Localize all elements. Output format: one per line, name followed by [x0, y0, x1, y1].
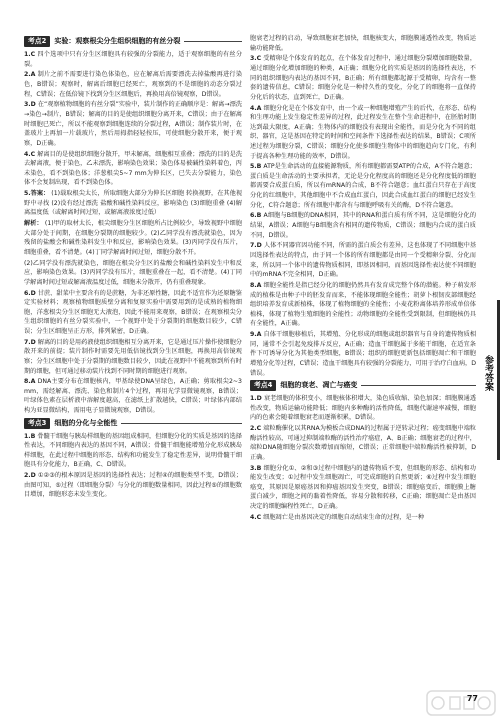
answer-number: 8.A — [24, 378, 36, 386]
answer-paragraph — [250, 281, 476, 329]
answer-text: 端粒酶催化以其RNA为模板合成DNA的过程属于逆转录过程；癌变细胞中端粒酶活性较高，可通过抑制端粒酶的活性治疗癌症，A、B正确；细胞衰老的过程中，端粒DNA随细胞分裂次数增加而缩短，C错误；正常细胞中端粒酶活性被抑制，D正确。 — [250, 425, 476, 461]
answer-number: 2.D — [24, 472, 36, 480]
answer-text: 甘蔗、甜菜中主要含有的是蔗糖，为非还原性糖，因此不适宜作为还原糖鉴定实验材料；观察植物细胞质壁分离和复原实验中需要用到的是成熟的植物细胞，洋葱根尖分生区细胞无大液泡，因此不能用来观察，B错误；在观察根尖分生组织细胞的有丝分裂实验中，一个视野中处于分裂期的细胞数目较少，C错误；分生区细胞呈正方形，排列紧密，D正确。 — [24, 289, 242, 335]
answer-paragraph — [24, 432, 242, 470]
answer-number: 9.A — [250, 331, 262, 339]
section-header — [24, 36, 242, 47]
answer-paragraph — [250, 513, 476, 523]
answer-paragraph — [24, 338, 242, 376]
answer-text: 骨髓干细胞与胰岛样细胞的基因组成相同，但细胞分化的实质是基因的选择性表达，不同细胞内表达的基因不同，A错误；骨髓干细胞能增殖分化形成胰岛样细胞，在此过程中细胞的形态、结构和功能发生了稳定性差异，说明骨髓干细胞具有分化能力，B正确，C、D错误。 — [24, 432, 242, 469]
page-number: 77 — [466, 694, 478, 703]
section-header — [250, 380, 476, 391]
answer-text: 衰老细胞的体积变小，细胞核体积增大，染色质收缩、染色加深；细胞膜通透性改变，物质运输功能降低；细胞内多种酶的活性降低，细胞代谢速率减慢，细胞内的色素会随着细胞衰老而逐渐积累，D错误。 — [250, 395, 476, 422]
answer-text: 自体干细胞移植后，其增殖、分化形成的细胞或组织器官与自身的遗传物质相同，通常不会引起免疫排斥反应，A正确；造血干细胞属于多能干细胞，在适宜条件下可诱导分化为其他类型细胞，B错误；组织的细胞更新包括细胞凋亡和干细胞增殖分化等过程，C错误；造血干细胞具有较强的分裂能力，可用于治疗白血病，D错误。 — [250, 331, 476, 377]
answer-number: 1.D — [250, 395, 262, 403]
answer-number: 3.B — [250, 464, 262, 472]
answer-paragraph — [250, 162, 476, 210]
answer-text: 解离的目的是用药液使组织细胞相互分离开来，它是通过压片操作使细胞分散开来的前提；装片制作时需要先用低倍镜找到分生区细胞，再换用高倍镜观察；分生区细胞中处于分裂期的细胞数目较少，因此在视野中不能观察到所有时期的细胞，但可通过移动装片找到不同时期的细胞进行观察。 — [24, 338, 242, 375]
section-rule — [361, 385, 476, 386]
answer-text: (1)载取根尖太长，所取细胞大部分为伸长区细胞 转换视野，在其他视野中寻找 (2)没有经过漂洗 盐酸和碱性染料反应，影响染色 (3)细胞重叠 (4)解离温度低（或解离时间过短，或解离液浓度过低） — [24, 190, 242, 217]
answer-number: 7.D — [250, 242, 262, 250]
answer-text: 人体不同器官因功能不同，所需的蛋白质会有差异，这也体现了不同细胞中基因选择性表达的特点，由于同一个体的所有细胞都是由同一个受精卵分裂、分化而来，所以同一个体中的遗传物质相同，即基因相同，而基因选择性表达使不同细胞中的mRNA不完全相同，D正确。 — [250, 242, 476, 279]
answer-number: 6.D — [24, 289, 36, 297]
answer-number: 3.C — [250, 55, 262, 63]
section-title: 细胞的分化与全能性 — [54, 418, 118, 427]
answer-paragraph — [24, 219, 242, 257]
answer-text: ①②③的根本原因是基因的选择性表达；过程④的细胞类型不变，D错误；由图可知，⑤过程（即细胞分裂）与分化的细胞数量相同，因此过程⑤的细胞数目增加，细胞形态未发生变化。 — [24, 472, 242, 499]
answer-number: 4.C — [250, 513, 262, 521]
answer-text: 在“观察植物细胞的有丝分裂”实验中，装片制作的正确顺序是：解离→漂洗→染色→制片，B错误；解离的目的是使组织细胞分离开来，C错误；由于在解离时细胞已死亡，所以不能观察到细胞连续的分裂过程，A错误；制作装片时，在盖玻片上再加一片载玻片，然后用拇指轻轻按压，可使细胞分散开来，便于观察，D正确。 — [24, 101, 242, 147]
answer-text: 细胞分化①、②和③过程中细胞内的遗传物质不变，但细胞的形态、结构和功能发生改变；①过程中发生细胞凋亡，可完成细胞的自然更新；⑥过程中发生细胞癌变，其原因是原癌基因和抑癌基因发生突变，B错误；细胞癌变后，细胞膜上糖蛋白减少，细胞之间的黏着性降低，容易分散和转移，C正确；细胞凋亡是由基因决定的细胞编程性死亡，D正确。 — [250, 464, 476, 510]
answer-text: 受精卵是个体发育的起点，在个体发育过程中，通过细胞分裂增加细胞数量，通过细胞分化增加细胞的种类，A正确；细胞分化的实质是基因的选择性表达，不同的组织细胞内表达的基因不同，B正确；所有细胞都起源于受精卵，均含有一整套的遗传信息，C错误；细胞分化是一种持久性的变化，分化了的细胞将一直保持分化后的状态，直到死亡，D正确。 — [250, 55, 476, 101]
answer-number: 1.B — [24, 432, 36, 440]
answer-paragraph — [250, 394, 476, 423]
answer-number: 3.D — [24, 101, 36, 109]
answer-text: 制片之前不需要进行染色体染色，应在解离后需要漂洗去掉盐酸再进行染色，B错误；观察时，解离后细胞已经死亡，观察到的不是细胞的动态分裂过程，C错误；在低倍镜下找到分生区细胞后，再换用高倍镜观察，D错误。 — [24, 71, 242, 98]
answer-number: 2.A — [24, 71, 36, 79]
answer-paragraph — [250, 104, 476, 162]
answer-number: 解析： — [24, 220, 43, 228]
answer-paragraph — [24, 100, 242, 148]
right-column — [250, 34, 476, 690]
answer-text: 细胞分化是在个体发育中，由一个或一种细胞增殖产生的后代，在形态、结构和生理功能上发生稳定性差异的过程，此过程发生在整个生命进程中，在胚胎时期达到最大限度，A正确；生物体内的细胞没有表现出全能性，而是分化为不同的组织、器官，这是基因在特定的时间和空间条件下选择性表达的结果，B错误；C项所述过程为细胞分裂，C错误；细胞分化使多细胞生物体中的细胞趋向专门化，有利于提高各种生理功能的效率，D错误。 — [250, 104, 476, 160]
answer-number: 2.C — [250, 425, 262, 433]
answer-number: 7.D — [24, 338, 36, 346]
answer-paragraph — [250, 464, 476, 512]
side-label-text: 参考答案 — [483, 355, 493, 391]
section-header — [24, 418, 242, 429]
answer-paragraph — [250, 54, 476, 102]
section-tag: 考点4 — [250, 380, 276, 391]
answer-text: 解离目的是使组织细胞分散开，甲未解离，细胞相互重叠；漂洗的目的是洗去解离液，便于染色，乙未漂洗，影响染色效果；染色体易被碱性染料着色，丙未染色，看不到染色体；洋葱根尖5~7 mm为伸长区，已失去分裂能力，染色体不会复制出现，看不到染色体。 — [24, 150, 242, 187]
answer-paragraph — [24, 377, 242, 415]
answer-paragraph — [24, 150, 242, 188]
answer-number: 1.C — [24, 51, 36, 58]
answer-text: 细胞全能性是指已经分化的细胞仍然具有发育成完整个体的潜能。种子萌发形成的植株是由种子中的胚发育而来，不能体现细胞全能性；胡萝卜根韧皮部细胞经组织培养发育成新植株，体现了植物细胞的全能性；小麦花粉离体培养形成单倍体植株，体现了植物生殖细胞的全能性；动物细胞的全能性受到限制，但细胞核仍具有全能性，A正确。 — [250, 281, 476, 328]
answer-paragraph — [24, 259, 242, 288]
left-column — [24, 34, 242, 690]
answer-paragraph — [24, 471, 242, 500]
answer-number: 4.C — [24, 150, 36, 158]
answer-text: ATP是生命活动的直接能源物质，所有细胞都需要ATP的合成，A不符合题意；蛋白质是生命活动的主要承担者，无论是分化程度高的细胞还是分化程度低的细胞都需要合成蛋白质，所以有mRNA的合成，B不符合题意；血红蛋白只存在于高度分化的红细胞中，其他细胞中不合成血红蛋白，因此合成血红蛋白的细胞已经发生分化，C符合题意；所有细胞中都含有与细胞呼吸有关的酶，D不符合题意。 — [250, 163, 476, 209]
answer-paragraph — [24, 189, 242, 218]
answer-number: 6.B — [250, 212, 262, 220]
answer-number: 5.B — [250, 163, 262, 171]
answer-number: 8.A — [250, 281, 262, 289]
section-title: 实验：观察根尖分生组织细胞的有丝分裂 — [54, 37, 181, 45]
section-tag: 考点3 — [24, 418, 50, 429]
answer-text: A细胞与B细胞的DNA相同，其中的RNA和蛋白质有所不同，这是细胞分化的结果，A错误；A细胞与B细胞含有相同的遗传物质，C错误；细胞内合成的蛋白质不同，D错误。 — [250, 212, 476, 239]
answer-paragraph — [250, 241, 476, 279]
answer-text: (2)乙同学没有漂洗就染色，细胞在根尖分生区的盐酸会和碱性染料发生中和反应，影响染色效果。(3)丙同学没有压片，细胞重叠在一起，看不清楚。(4)丁同学解离时间过短或解离液温度过低，细胞未分散开，仍有重叠现象。 — [24, 259, 242, 286]
answer-paragraph — [250, 424, 476, 462]
answer-text: 四个选项中只有分生区细胞具有较强的分裂能力，适于观察细胞的有丝分裂。 — [24, 51, 242, 68]
answer-text: 细胞凋亡是由基因决定的细胞自动结束生命的过程，是一种 — [263, 513, 425, 521]
answer-text: DNA主要分布在细胞核内，甲基绿使DNA呈绿色，A正确；剪取根尖2~3 mm，需经解离、漂洗、染色和制片4个过程，再用光学显微镜观察，B错误；叶绿体色素在层析液中溶解度越高，在滤纸上扩散越快，C错误；叶绿体内部结构为亚显微结构，需用电子显微镜观察，D错误。 — [24, 378, 242, 415]
section-rule — [184, 41, 242, 42]
answer-paragraph — [250, 34, 476, 53]
answer-paragraph — [250, 211, 476, 240]
watermark-logo-icon — [426, 690, 496, 716]
answer-number: 5.答案： — [24, 190, 50, 198]
answer-paragraph — [24, 70, 242, 99]
answer-paragraph — [250, 330, 476, 378]
section-title: 细胞的衰老、凋亡与癌变 — [280, 381, 358, 390]
answer-paragraph — [24, 50, 242, 69]
side-label — [482, 355, 496, 391]
answer-paragraph — [24, 289, 242, 337]
answer-text: 胞衰老过程的启动，导致细胞衰老加快，细胞核变大，细胞膜通透性改变，物质运输功能降低。 — [250, 35, 476, 52]
answer-text: (1)甲的取材太长，根尖细胞分生区细胞所占比例较少，导致视野中细胞大部分处于间期，在细胞分裂期的细胞较少。(2)乙同学没有漂洗就染色，因为残留的盐酸会和碱性染料发生中和反应，影响染色效果。(3)丙同学没有压片，细胞重叠，看不清楚。(4)丁同学解离时间过短，细胞分散不开。 — [24, 220, 242, 256]
section-tag: 考点2 — [24, 36, 50, 47]
section-rule — [121, 423, 242, 424]
answer-number: 4.A — [250, 104, 262, 112]
